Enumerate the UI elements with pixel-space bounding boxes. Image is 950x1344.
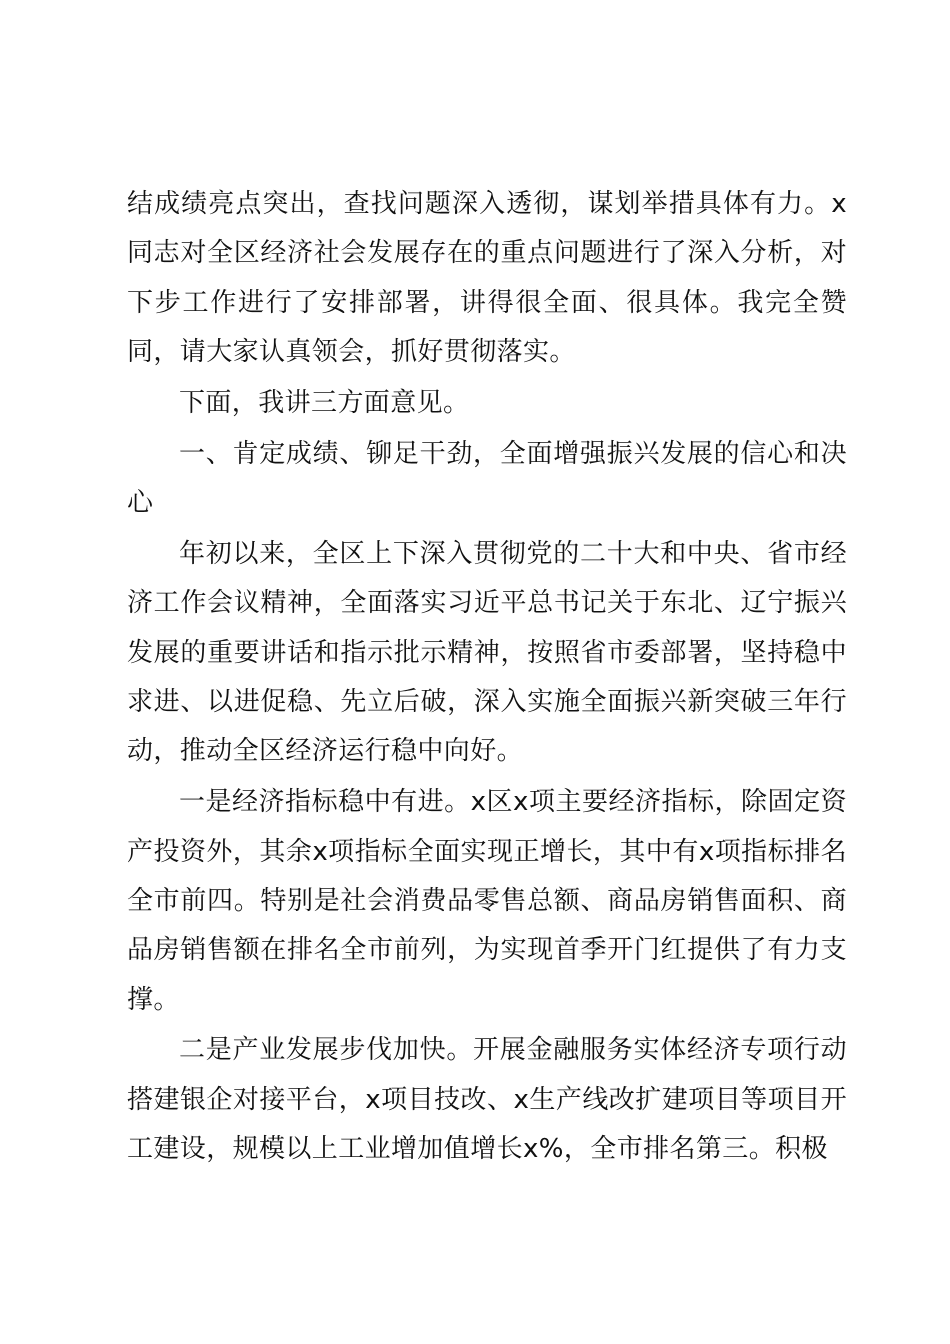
document-body [127,180,847,1176]
paragraph-overview: 年初以来，全区上下深入贯彻党的二十大和中央、省市经济工作会议精神，全面落实习近平总书记关于东北、辽宁振兴发展的重要讲话和指示批示精神，按照省市委部署，坚持稳中求进、以进促稳、先立后破，深入实施全面振兴新突破三年行动，推动全区经济运行稳中向好。 [127,539,847,767]
paragraph-point-one: 一是经济指标稳中有进。x区x项主要经济指标，除固定资产投资外，其余x项指标全面实现正增长，其中有x项指标排名全市前四。特别是社会消费品零售总额、商品房销售面积、商品房销售额在排名全市前列，为实现首季开门红提供了有力支撑。 [127,787,847,1015]
paragraph-intro: 下面，我讲三方面意见。 [179,387,470,418]
paragraph-continuation: 结成绩亮点突出，查找问题深入透彻，谋划举措具体有力。x同志对全区经济社会发展存在的重点问题进行了深入分析，对下步工作进行了安排部署，讲得很全面、很具体。我完全赞同，请大家认真领会，抓好贯彻落实。 [127,189,847,367]
paragraph-point-two: 二是产业发展步伐加快。开展金融服务实体经济专项行动搭建银企对接平台，x项目技改、x生产线改扩建项目等项目开工建设，规模以上工业增加值增长x%，全市排名第三。积极 [127,1035,847,1165]
section-heading: 一、肯定成绩、铆足干劲，全面增强振兴发展的信心和决心 [127,438,847,519]
